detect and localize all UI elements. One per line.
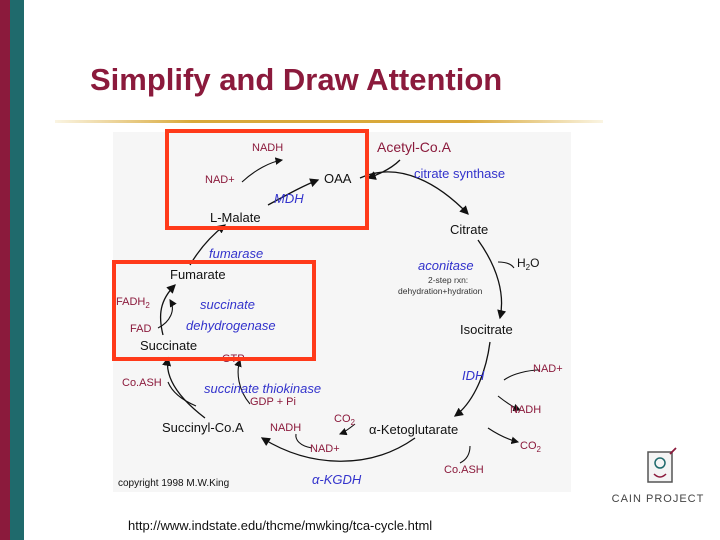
cain-project-logo [604, 446, 712, 510]
logo-wordmark: CAIN PROJECT [611, 493, 705, 505]
slide-title: Simplify and Draw Attention [90, 62, 503, 97]
cofactor-nad-bottom: NAD+ [310, 443, 340, 455]
cofactor-co2-right: $CO_2$ [520, 440, 541, 454]
enzyme-sdh-line-2: dehydrogenase [186, 318, 276, 333]
cofactor-nad-left: NAD+ [205, 174, 235, 186]
cofactor-gdp-pi: GDP + Pi [250, 396, 296, 408]
enzyme-aconitase: aconitase [418, 258, 474, 273]
side-arrow-h2o [498, 262, 514, 268]
metabolite-citrate: Citrate [450, 222, 489, 237]
enzyme-sdh-line-1: succinate [200, 297, 255, 312]
cofactor-gtp: GTP [222, 353, 245, 365]
source-url: http://www.indstate.edu/thcme/mwking/tca-cycle.html [128, 518, 433, 533]
metabolite-acetyl-coa: Acetyl-Co.A [377, 139, 451, 155]
metabolite-succinate: Succinate [140, 338, 198, 353]
side-arrow-co2-right [488, 428, 518, 442]
cofactor-co2-mid: $CO_2$ [334, 413, 355, 427]
aconitase-note-line-2: dehydration+hydration [398, 286, 483, 296]
cofactor-nadh-top: NADH [252, 142, 284, 154]
enzyme-mdh: MDH [274, 191, 304, 206]
side-arrow-coash-left [168, 382, 196, 406]
enzyme-fumarase: fumarase [209, 246, 264, 261]
face-portrait-icon [648, 448, 676, 482]
cycle-arrow-succinylcoa-succinate [167, 358, 205, 418]
metabolite-succinyl-coa: Succinyl-Co.A [162, 420, 244, 435]
cycle-arrow-citrate-isocitrate [478, 240, 502, 318]
metabolite-isocitrate: Isocitrate [460, 322, 513, 337]
input-arrow-acetylcoa [368, 160, 400, 178]
metabolite-alpha-ketoglutarate: α-Ketoglutarate [369, 422, 459, 437]
cofactor-nadh-right: NADH [510, 404, 542, 416]
side-arrow-nad-nadh [242, 160, 282, 182]
cofactor-nadh-bottom: NADH [270, 422, 302, 434]
copyright-note: copyright 1998 M.W.King [118, 478, 230, 489]
cofactor-h2o: $H_2O$ [517, 256, 540, 272]
metabolite-l-malate: L-Malate [210, 210, 261, 225]
cofactor-coash-right: Co.ASH [444, 464, 484, 476]
aconitase-note-line-1: 2-step rxn: [428, 275, 469, 285]
metabolite-fumarate: Fumarate [170, 267, 226, 282]
cofactor-nad-right: NAD+ [533, 363, 563, 375]
enzyme-alpha-kgdh: α-KGDH [312, 472, 362, 487]
enzyme-succinate-thiokinase: succinate thiokinase [204, 381, 322, 396]
cofactor-fad: FAD [130, 323, 152, 335]
metabolite-oaa: OAA [324, 171, 352, 186]
cofactor-fadh2: $FADH_2$ [116, 296, 150, 310]
enzyme-idh: IDH [462, 368, 485, 383]
side-arrow-coash-right [460, 446, 470, 463]
cofactor-coash-left: Co.ASH [122, 377, 162, 389]
enzyme-citrate-synthase: citrate synthase [414, 166, 506, 181]
